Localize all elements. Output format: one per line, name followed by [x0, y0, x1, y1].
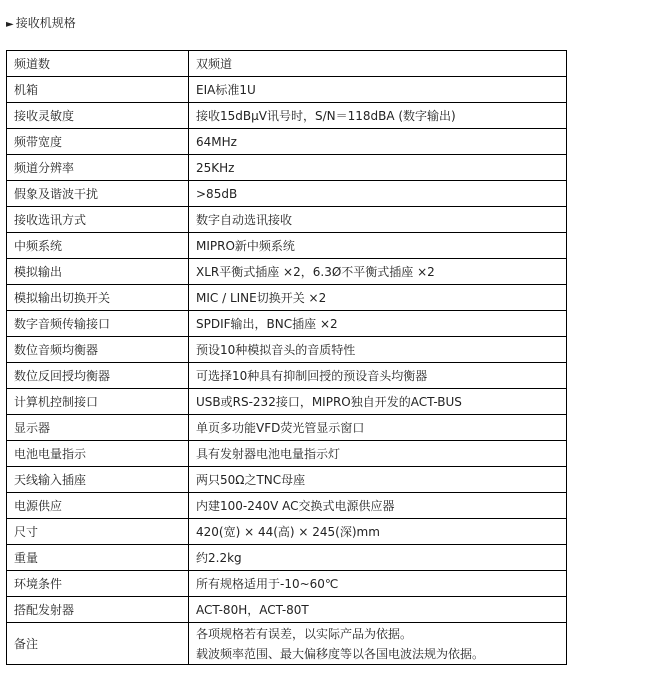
spec-value: 约2.2kg	[189, 545, 567, 571]
spec-row	[7, 51, 567, 77]
spec-row	[7, 233, 567, 259]
spec-label: 中频系统	[7, 233, 189, 259]
spec-value: 单页多功能VFD荧光管显示窗口	[189, 415, 567, 441]
spec-row	[7, 519, 567, 545]
spec-label: 重量	[7, 545, 189, 571]
spec-value: 可选择10种具有抑制回授的预设音头均衡器	[189, 363, 567, 389]
spec-label: 数位反回授均衡器	[7, 363, 189, 389]
spec-value: 数字自动选讯接收	[189, 207, 567, 233]
spec-value: 双频道	[189, 51, 567, 77]
spec-label: 尺寸	[7, 519, 189, 545]
spec-label: 频带宽度	[7, 129, 189, 155]
spec-label: 频道数	[7, 51, 189, 77]
spec-label: 数位音频均衡器	[7, 337, 189, 363]
spec-row	[7, 389, 567, 415]
spec-row	[7, 285, 567, 311]
spec-value: 所有规格适用于-10~60℃	[189, 571, 567, 597]
spec-value: EIA标准1U	[189, 77, 567, 103]
triangle-right-icon: ►	[6, 19, 14, 30]
spec-label: 计算机控制接口	[7, 389, 189, 415]
spec-value: SPDIF输出，BNC插座 ×2	[189, 311, 567, 337]
remark-line: 各项规格若有误差，以实际产品为依据。	[196, 626, 413, 641]
spec-value: 预设10种模拟音头的音质特性	[189, 337, 567, 363]
spec-label: 数字音频传输接口	[7, 311, 189, 337]
spec-row	[7, 493, 567, 519]
spec-label: 模拟输出	[7, 259, 189, 285]
spec-label: 环境条件	[7, 571, 189, 597]
spec-label: 接收灵敏度	[7, 103, 189, 129]
spec-value: 具有发射器电池电量指示灯	[189, 441, 567, 467]
spec-row	[7, 571, 567, 597]
spec-row	[7, 337, 567, 363]
spec-label: 电源供应	[7, 493, 189, 519]
spec-row	[7, 155, 567, 181]
spec-table	[6, 50, 567, 665]
spec-row	[7, 181, 567, 207]
spec-label: 搭配发射器	[7, 597, 189, 623]
spec-label: 天线输入插座	[7, 467, 189, 493]
spec-value: MIC / LINE切换开关 ×2	[189, 285, 567, 311]
spec-row	[7, 207, 567, 233]
spec-row	[7, 363, 567, 389]
section-heading	[6, 14, 76, 32]
spec-value: 内建100-240V AC交换式电源供应器	[189, 493, 567, 519]
spec-label: 假象及谐波干扰	[7, 181, 189, 207]
spec-label: 接收选讯方式	[7, 207, 189, 233]
spec-row-remarks	[7, 623, 567, 665]
spec-value: 64MHz	[189, 129, 567, 155]
spec-label: 频道分辨率	[7, 155, 189, 181]
spec-value: 两只50Ω之TNC母座	[189, 467, 567, 493]
section-title: 接收机规格	[15, 16, 76, 30]
spec-label: 显示器	[7, 415, 189, 441]
spec-value: >85dB	[189, 181, 567, 207]
spec-row	[7, 103, 567, 129]
spec-value: ACT-80H，ACT-80T	[189, 597, 567, 623]
remarks-value	[189, 623, 567, 665]
spec-label: 模拟输出切换开关	[7, 285, 189, 311]
spec-value: 420(宽) × 44(高) × 245(深)mm	[189, 519, 567, 545]
spec-value: USB或RS-232接口，MIPRO独自开发的ACT-BUS	[189, 389, 567, 415]
spec-row	[7, 415, 567, 441]
spec-row	[7, 597, 567, 623]
spec-row	[7, 441, 567, 467]
spec-label: 备注	[7, 623, 189, 665]
spec-row	[7, 259, 567, 285]
spec-value: MIPRO新中频系统	[189, 233, 567, 259]
spec-label: 电池电量指示	[7, 441, 189, 467]
spec-label: 机箱	[7, 77, 189, 103]
remark-line: 载波频率范围、最大偏移度等以各国电波法规为依据。	[196, 646, 485, 661]
spec-row	[7, 467, 567, 493]
spec-value: 25KHz	[189, 155, 567, 181]
spec-row	[7, 545, 567, 571]
spec-value: 接收15dBμV讯号时，S/N＝118dBA (数字输出)	[189, 103, 567, 129]
spec-value: XLR平衡式插座 ×2，6.3Ø不平衡式插座 ×2	[189, 259, 567, 285]
spec-row	[7, 77, 567, 103]
spec-table-body	[7, 51, 567, 665]
spec-row	[7, 311, 567, 337]
spec-row	[7, 129, 567, 155]
